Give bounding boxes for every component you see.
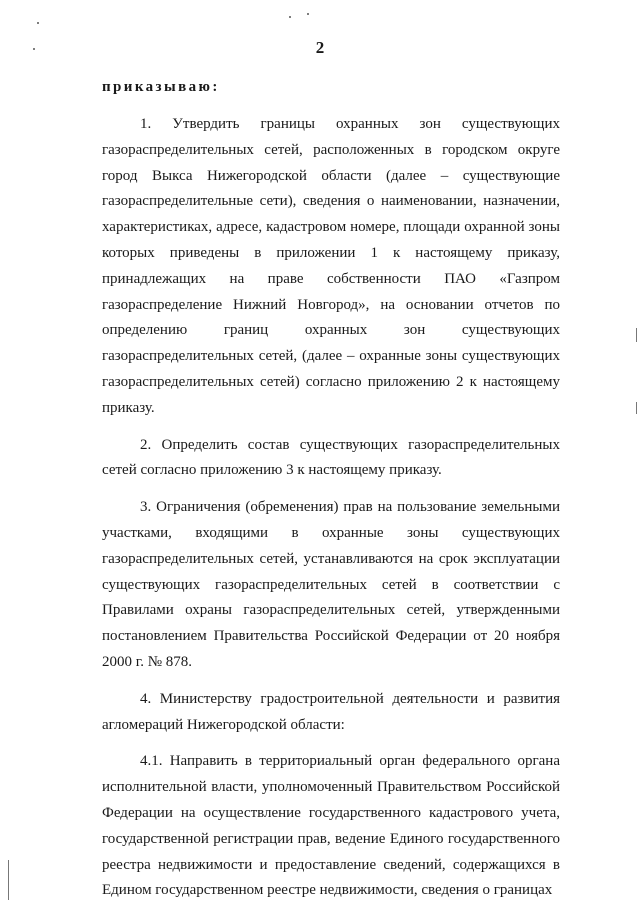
paragraph-4-1: 4.1. Направить в территориальный орган федерального органа исполнительной власти, уполномоченный Правительством Российской Федерации на осуществление государственного кадастрового учета, государственной регистрации прав, ведение Единого государственного реестра недвижимости и предоставление сведений, содержащихся в Едином государственном реестре недвижимости, сведения о границах — [102, 753, 560, 899]
scan-speck — [289, 16, 291, 18]
order-heading: приказываю: — [102, 79, 220, 95]
scan-edge-mark — [636, 328, 637, 342]
page-number: 2 — [315, 38, 325, 57]
scan-speck — [37, 22, 39, 24]
paragraph-2: 2. Определить состав существующих газораспределительных сетей согласно приложению 3 к настоящему приказу. — [102, 436, 560, 479]
scan-edge-mark — [636, 402, 637, 414]
paragraph-1: 1. Утвердить границы охранных зон существующих газораспределительных сетей, расположенных в городском округе город Выкса Нижегородской области (далее – существующие газораспределительные сети), сведения о наименовании, назначении, характеристиках, адресе, кадастровом номере, площади охранной зоны которых приведены в приложении 1 к настоящему приказу, принадлежащих на праве собственности ПАО «Газпром газораспределение Нижний Новгород», на основании отчетов по определению границ охранных зон существующих газораспределительных сетей, (далее – охранные зоны существующих газораспределительных сетей) согласно приложению 2 к настоящему приказу. — [102, 116, 560, 416]
scan-speck — [307, 13, 309, 15]
paragraph-3: 3. Ограничения (обременения) прав на пользование земельными участками, входящими в охранные зоны существующих газораспределительных сетей, устанавливаются на срок эксплуатации существующих газораспределительных сетей в соответствии с Правилами охраны газораспределительных сетей, утвержденными постановлением Правительства Российской Федерации от 20 ноября 2000 г. № 878. — [102, 499, 560, 670]
scan-edge-mark — [8, 860, 9, 900]
document-body — [102, 76, 560, 915]
paragraph-4: 4. Министерству градостроительной деятельности и развития агломераций Нижегородской области: — [102, 690, 560, 733]
